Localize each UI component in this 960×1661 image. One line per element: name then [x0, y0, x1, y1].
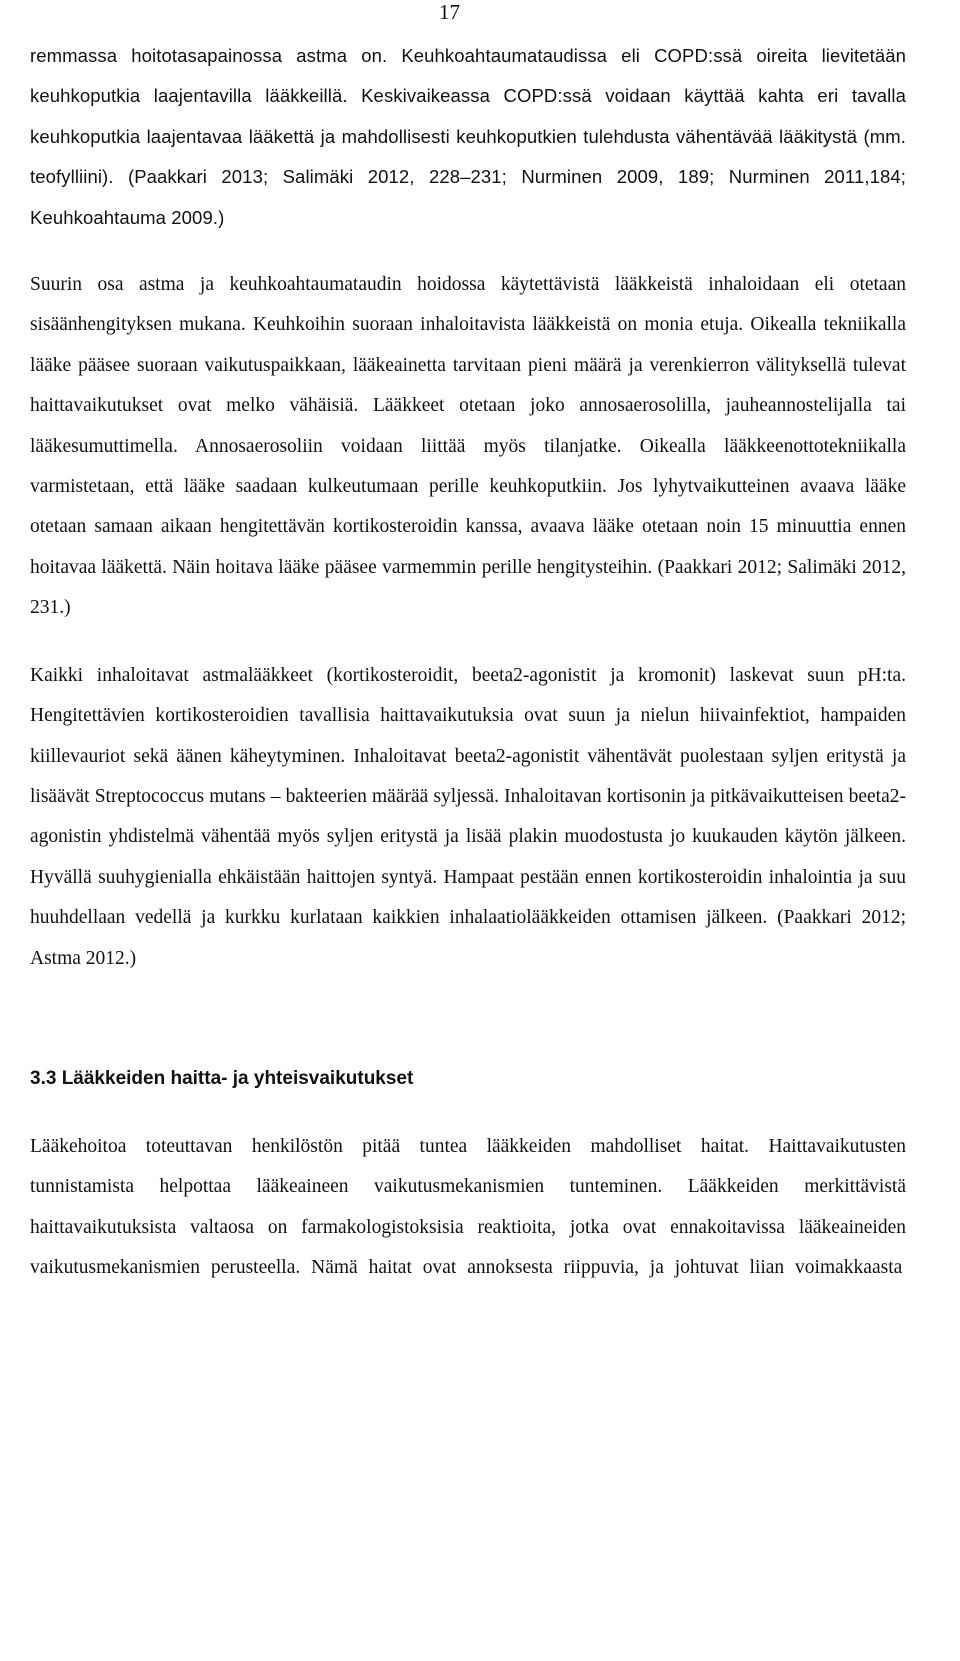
section-spacer	[30, 979, 906, 1059]
section-heading: 3.3 Lääkkeiden haitta- ja yhteisvaikutukset	[30, 1067, 414, 1089]
paragraph-oral-side-effects: Kaikki inhaloitavat astmalääkkeet (kortikosteroidit, beeta2-agonistit ja kromonit) laskevat suun pH:ta. Hengitettävien kortikosteroidien tavallisia haittavaikutuksia ovat suun ja nielun hiivainfektiot, hampaiden kiillevauriot sekä äänen käheytyminen. Inhaloitavat beeta2-agonistit vähentävät puolestaan syljen eritystä ja lisäävät Streptococcus mutans – bakteerien määrää syljessä. Inhaloitavan kortisonin ja pitkävaikutteisen beeta2-agonistin yhdistelmä vähentää myös syljen eritystä ja lisää plakin muodostusta jo kuukauden käytön jälkeen. Hyvällä suuhygienialla ehkäistään haittojen syntyä. Hampaat pestään ennen kortikosteroidin inhalointia ja suu huuhdellaan vedellä ja kurkku kurlataan kaikkien inhalaatiolääkkeiden ottamisen jälkeen. (Paakkari 2012; Astma 2012.)	[30, 664, 906, 969]
paragraph-copd-treatment: remmassa hoitotasapainossa astma on. Keuhkoahtaumataudissa eli COPD:ssä oireita lievitetään keuhkoputkia laajentavilla lääkkeillä. Keskivaikeassa COPD:ssä voidaan käyttää kahta eri tavalla keuhkoputkia laajentavaa lääkettä ja mahdollisesti keuhkoputkien tulehdusta vähentävää lääkitystä (mm. teofylliini). (Paakkari 2013; Salimäki 2012, 228–231; Nurminen 2009, 189; Nurminen 2011,184; Keuhkoahtauma 2009.)	[30, 45, 906, 228]
page-number: 17	[439, 0, 460, 24]
paragraph-spacer	[30, 238, 906, 265]
paragraph-inhaled-medication: Suurin osa astma ja keuhkoahtaumataudin hoidossa käytettävistä lääkkeistä inhaloidaan eli otetaan sisäänhengityksen mukana. Keuhkoihin suoraan inhaloitavista lääkkeistä on monia etuja. Oikealla tekniikalla lääke pääsee suoraan vaikutuspaikkaan, lääkeainetta tarvitaan pieni määrä ja verenkierron välityksellä tulevat haittavaikutukset ovat melko vähäisiä. Lääkkeet otetaan joko annosaerosolilla, jauheannostelijalla tai lääkesumuttimella. Annosaerosoliin voidaan liittää myös tilanjatke. Oikealla lääkkeenottotekniikalla varmistetaan, että lääke saadaan kulkeutumaan perille keuhkoputkiin. Jos lyhytvaikutteinen avaava lääke otetaan samaan aikaan hengitettävän kortikosteroidin kanssa, avaava lääke otetaan noin 15 minuuttia ennen hoitavaa lääkettä. Näin hoitava lääke pääsee varmemmin perille hengitysteihin. (Paakkari 2012; Salimäki 2012, 231.)	[30, 274, 906, 619]
paragraph-spacer	[30, 629, 906, 656]
document-body	[30, 36, 906, 1289]
paragraph-adverse-effects: Lääkehoitoa toteuttavan henkilöstön pitää tuntea lääkkeiden mahdolliset haitat. Haittavaikutusten tunnistamista helpottaa lääkeaineen vaikutusmekanismien tunteminen. Lääkkeiden merkittävistä haittavaikutuksista valtaosa on farmakologistoksisia reaktioita, jotka ovat ennakoitavissa lääkeaineiden vaikutusmekanismien perusteella. Nämä haitat ovat annoksesta riippuvia, ja johtuvat liian voimakkaasta	[30, 1135, 906, 1279]
heading-spacer	[30, 1099, 906, 1127]
